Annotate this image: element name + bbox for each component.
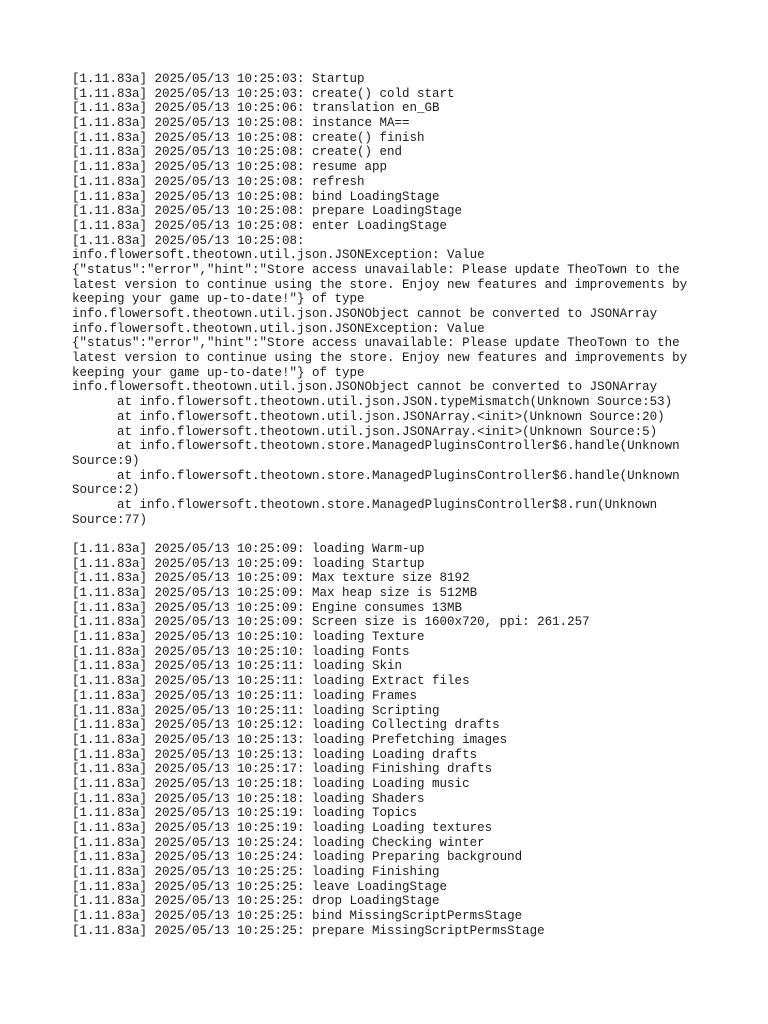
log-block-loading-stages: [1.11.83a] 2025/05/13 10:25:09: loading Warm-up [1.11.83a] 2025/05/13 10:25:09: loading Startup [1.11.83a] 2025/05/13 10:25:09: Max texture size 8192 [1.11.83a] 2025/05/13 10:25:09: Max heap size is 512MB [1.11.83a] 2025/05/13 10:25:09: Engine consumes 13MB [1.11.83a] 2025/05/13 10:25:09: Screen size is 1600x720, ppi: 261.257 [1.11.83a] 2025/05/13 10:25:10: loading Texture [1.11.83a] 2025/05/13 10:25:10: loading Fonts [1.11.83a] 2025/05/13 10:25:11: loading Skin [1.11.83a] 2025/05/13 10:25:11: loading Extract files [1.11.83a] 2025/05/13 10:25:11: loading Frames [1.11.83a] 2025/05/13 10:25:11: loading Scripting [1.11.83a] 2025/05/13 10:25:12: loading Collecting drafts [1.11.83a] 2025/05/13 10:25:13: loading Prefetching images [1.11.83a] 2025/05/13 10:25:13: loading Loading drafts [1.11.83a] 2025/05/13 10:25:17: loading Finishing drafts [1.11.83a] 2025/05/13 10:25:18: loading Loading music [1.11.83a] 2025/05/13 10:25:18: loading Shaders [1.11.83a] 2025/05/13 10:25:19: loading Topics [1.11.83a] 2025/05/13 10:25:19: loading Loading textures [1.11.83a] 2025/05/13 10:25:24: loading Checking winter [1.11.83a] 2025/05/13 10:25:24: loading Preparing background [1.11.83a] 2025/05/13 10:25:25: loading Finishing [1.11.83a] 2025/05/13 10:25:25: leave LoadingStage [1.11.83a] 2025/05/13 10:25:25: drop LoadingStage [1.11.83a] 2025/05/13 10:25:25: bind MissingScriptPermsStage [1.11.83a] 2025/05/13 10:25:25: prepare MissingScriptPermsStage [72,541,590,938]
blank-line-separator [72,527,696,542]
log-document [72,72,696,939]
log-block-startup-and-exception: [1.11.83a] 2025/05/13 10:25:03: Startup [1.11.83a] 2025/05/13 10:25:03: create() cold start [1.11.83a] 2025/05/13 10:25:06: translation en_GB [1.11.83a] 2025/05/13 10:25:08: instance MA== [1.11.83a] 2025/05/13 10:25:08: create() finish [1.11.83a] 2025/05/13 10:25:08: create() end [1.11.83a] 2025/05/13 10:25:08: resume app [1.11.83a] 2025/05/13 10:25:08: refresh [1.11.83a] 2025/05/13 10:25:08: bind LoadingStage [1.11.83a] 2025/05/13 10:25:08: prepare LoadingStage [1.11.83a] 2025/05/13 10:25:08: enter LoadingStage [1.11.83a] 2025/05/13 10:25:08: info.flowersoft.theotown.util.json.JSONException: Value {"status":"error","hint":"Store access unavailable: Please update TheoTown to the latest version to continue using the store. Enjoy new features and improvements by keeping your game up-to-date!"} of type info.flowersoft.theotown.util.json.JSONObject cannot be converted to JSONArray info.flowersoft.theotown.util.json.JSONException: Value {"status":"error","hint":"Store access unavailable: Please update TheoTown to the latest version to continue using the store. Enjoy new features and improvements by keeping your game up-to-date!"} of type info.flowersoft.theotown.util.json.JSONObject cannot be converted to JSONArray at info.flowersoft.theotown.util.json.JSON.typeMismatch(Unknown Source:53) at info.flowersoft.theotown.util.json.JSONArray.<init>(Unknown Source:20) at info.flowersoft.theotown.util.json.JSONArray.<init>(Unknown Source:5) at info.flowersoft.theotown.store.ManagedPluginsController$6.handle(Unknown Source:9) at info.flowersoft.theotown.store.ManagedPluginsController$6.handle(Unknown Source:2) at info.flowersoft.theotown.store.ManagedPluginsController$8.run(Unknown Source:77) [72,72,688,527]
